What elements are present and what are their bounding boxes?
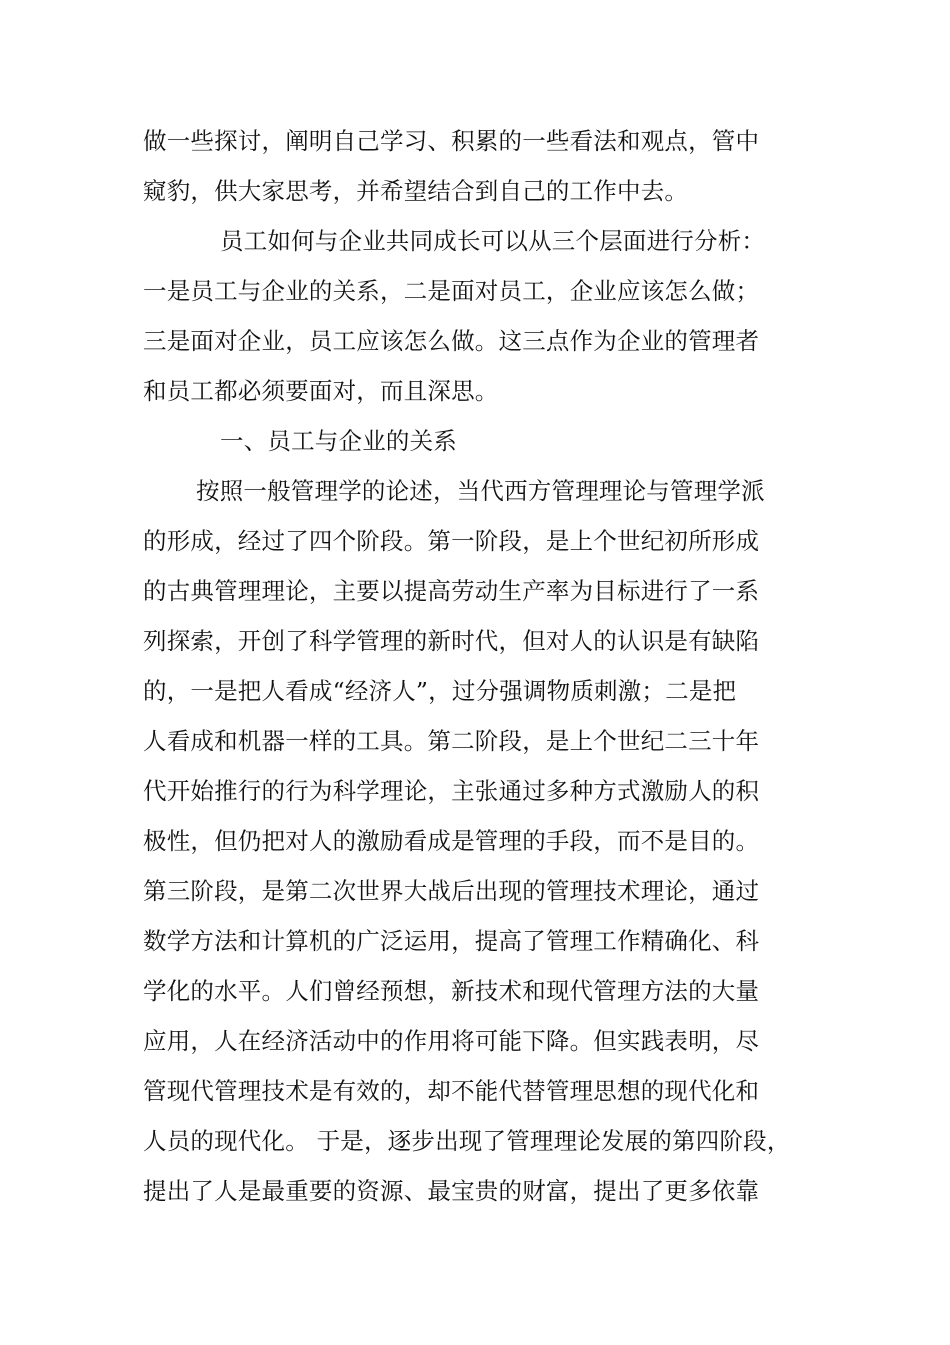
text-line: 窥豹，供大家思考，并希望结合到自己的工作中去。 [143,177,689,205]
text-line: 应用，人在经济活动中的作用将可能下降。但实践表明，尽 [143,1027,760,1055]
text-line: 的，一是把人看成“经济人”，过分强调物质刺激；二是把 [143,677,737,705]
text-line: 提出了人是最重要的资源、最宝贵的财富，提出了更多依靠 [143,1177,760,1205]
text-line: 和员工都必须要面对，而且深思。 [143,377,499,405]
text-line: 学化的水平。人们曾经预想，新技术和现代管理方法的大量 [143,977,760,1005]
text-line: 数学方法和计算机的广泛运用，提高了管理工作精确化、科 [143,927,760,955]
section-heading: 一、员工与企业的关系 [220,427,457,455]
text-line: 人看成和机器一样的工具。第二阶段，是上个世纪二三十年 [143,727,760,755]
text-line: 做一些探讨，阐明自己学习、积累的一些看法和观点，管中 [143,127,760,155]
paragraph-start-line: 员工如何与企业共同成长可以从三个层面进行分析： [220,227,766,255]
text-line: 的古典管理理论，主要以提高劳动生产率为目标进行了一系 [143,577,760,605]
text-line: 三是面对企业，员工应该怎么做。这三点作为企业的管理者 [143,327,760,355]
text-line: 管现代管理技术是有效的，却不能代替管理思想的现代化和 [143,1077,760,1105]
text-line: 极性，但仍把对人的激励看成是管理的手段，而不是目的。 [143,827,760,855]
text-line: 第三阶段，是第二次世界大战后出现的管理技术理论，通过 [143,877,760,905]
text-line: 人员的现代化。 于是，逐步出现了管理理论发展的第四阶段， [143,1127,791,1155]
text-line: 一是员工与企业的关系，二是面对员工，企业应该怎么做； [143,277,760,305]
text-line: 列探索，开创了科学管理的新时代，但对人的认识是有缺陷 [143,627,760,655]
paragraph-start-line: 按照一般管理学的论述，当代西方管理理论与管理学派 [196,477,765,505]
text-line: 代开始推行的行为科学理论，主张通过多种方式激励人的积 [143,777,760,805]
text-line: 的形成，经过了四个阶段。第一阶段，是上个世纪初所形成 [143,527,760,555]
